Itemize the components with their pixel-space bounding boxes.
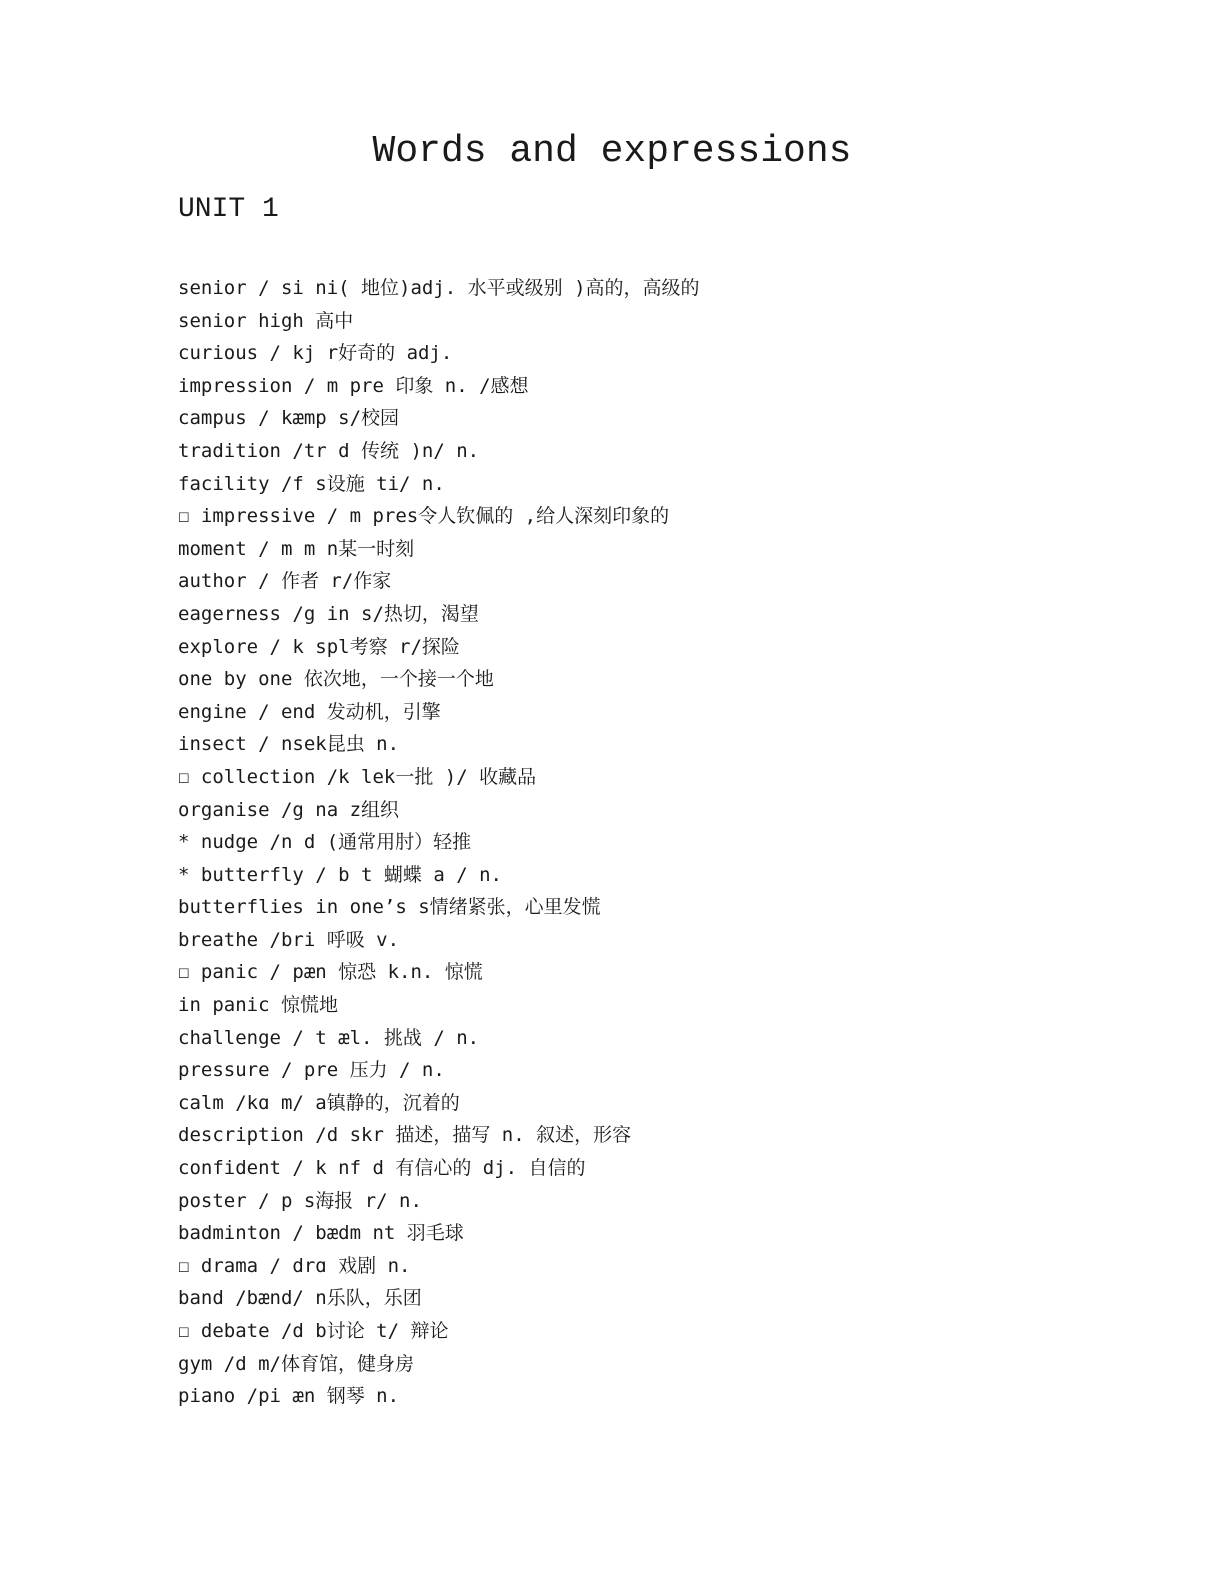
vocabulary-entry: * nudge /n d (通常用肘）轻推 <box>178 831 472 854</box>
vocabulary-entry: engine / end 发动机，引擎 <box>178 700 441 723</box>
vocabulary-entry: breathe /bri 呼吸 v. <box>178 928 400 951</box>
vocabulary-entry: gym /d m/体育馆，健身房 <box>178 1352 414 1375</box>
vocabulary-entry: badminton / bædm nt 羽毛球 <box>178 1222 464 1245</box>
vocabulary-entry: curious / kj r好奇的 adj. <box>178 342 453 365</box>
vocabulary-entry: confident / k nf d 有信心的 dj. 自信的 <box>178 1157 586 1180</box>
unit-heading: UNIT 1 <box>178 194 279 225</box>
vocabulary-entry: campus / kæmp s/校园 <box>178 407 400 430</box>
vocabulary-entry: ☐ panic / pæn 惊恐 k.n. 惊慌 <box>178 961 483 984</box>
vocabulary-entry: impression / m pre 印象 n. /感想 <box>178 374 529 397</box>
vocabulary-entry: butterflies in one’s s情绪紧张，心里发慌 <box>178 896 601 919</box>
vocabulary-list <box>178 272 878 1413</box>
vocabulary-entry: senior high 高中 <box>178 309 354 332</box>
vocabulary-entry: explore / k spl考察 r/探险 <box>178 635 460 658</box>
page-title: Words and expressions <box>372 130 852 173</box>
vocabulary-entry: piano /pi æn 钢琴 n. <box>178 1385 400 1408</box>
vocabulary-entry: ☐ collection /k lek一批 )/ 收藏品 <box>178 765 537 788</box>
vocabulary-entry: tradition /tr d 传统 )n/ n. <box>178 439 480 462</box>
vocabulary-entry: pressure / pre 压力 / n. <box>178 1059 445 1082</box>
vocabulary-entry: poster / p s海报 r/ n. <box>178 1189 422 1212</box>
vocabulary-entry: ☐ drama / drɑ 戏剧 n. <box>178 1254 411 1277</box>
vocabulary-entry: in panic 惊慌地 <box>178 994 338 1017</box>
vocabulary-entry: band /bænd/ n乐队，乐团 <box>178 1287 422 1310</box>
vocabulary-entry: organise /g na z组织 <box>178 798 400 821</box>
vocabulary-entry: moment / m m n某一时刻 <box>178 537 415 560</box>
vocabulary-entry: * butterfly / b t 蝴蝶 a / n. <box>178 863 502 886</box>
vocabulary-entry: facility /f s设施 ti/ n. <box>178 472 445 495</box>
vocabulary-entry: challenge / t æl. 挑战 / n. <box>178 1026 480 1049</box>
vocabulary-entry: one by one 依次地，一个接一个地 <box>178 668 494 691</box>
vocabulary-entry: insect / nsek昆虫 n. <box>178 733 400 756</box>
vocabulary-entry: author / 作者 r/作家 <box>178 570 392 593</box>
vocabulary-entry: eagerness /g in s/热切，渴望 <box>178 602 479 625</box>
vocabulary-entry: calm /kɑ m/ a镇静的，沉着的 <box>178 1091 460 1114</box>
vocabulary-entry: ☐ impressive / m pres令人钦佩的 ,给人深刻印象的 <box>178 505 670 528</box>
vocabulary-entry: description /d skr 描述，描写 n. 叙述，形容 <box>178 1124 632 1147</box>
vocabulary-entry: senior / si ni( 地位)adj. 水平或级别 )高的，高级的 <box>178 277 700 299</box>
vocabulary-entry: ☐ debate /d b讨论 t/ 辩论 <box>178 1320 449 1342</box>
